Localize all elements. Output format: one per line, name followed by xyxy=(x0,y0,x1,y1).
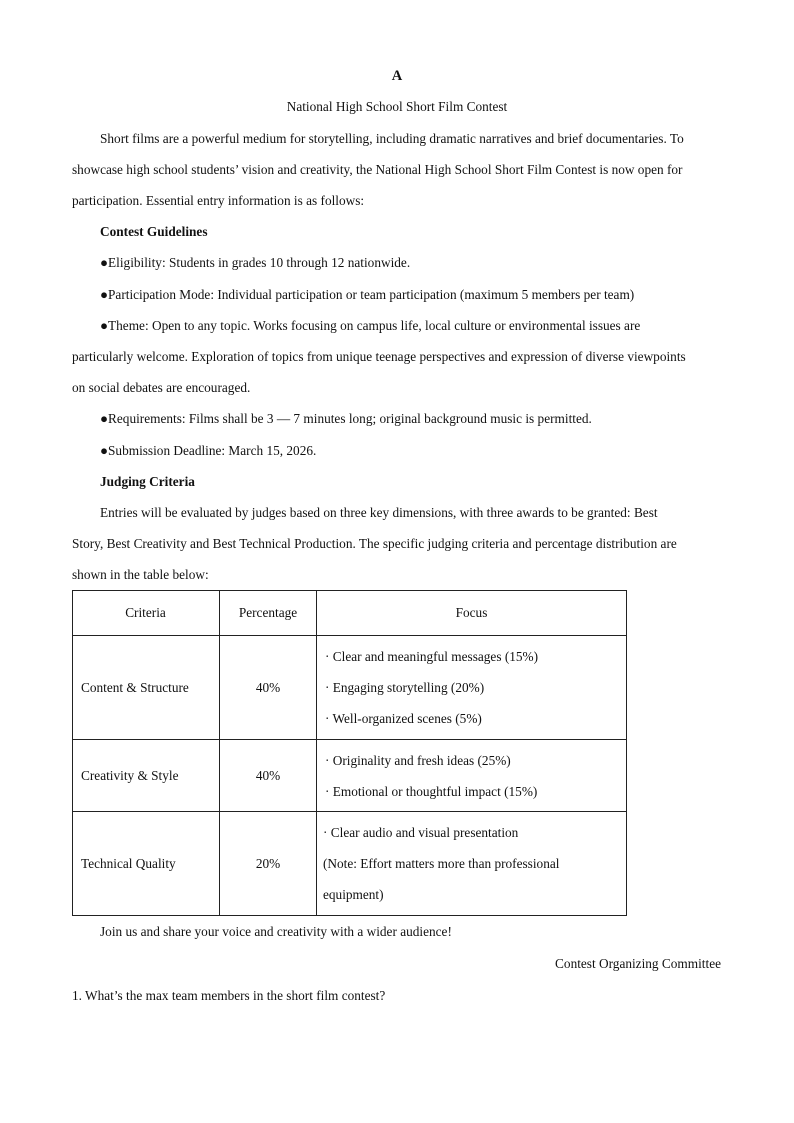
judging-line-3: shown in the table below: xyxy=(72,567,209,582)
focus-note: equipment) xyxy=(323,887,384,902)
participation-item: ●Participation Mode: Individual participation or team participation (maximum 5 members per team) xyxy=(100,287,635,302)
focus-cell xyxy=(317,812,627,916)
document-title: National High School Short Film Contest xyxy=(286,99,508,114)
table-header-row xyxy=(73,591,627,636)
criteria-cell: Technical Quality xyxy=(73,812,220,916)
focus-item: · Engaging storytelling (20%) xyxy=(325,680,485,695)
header-percentage: Percentage xyxy=(220,591,317,636)
table-row xyxy=(73,812,627,916)
theme-line-3: on social debates are encouraged. xyxy=(72,380,251,395)
theme-line-2: particularly welcome. Exploration of topics from unique teenage perspectives and expression of diverse viewpoints xyxy=(72,349,686,364)
judging-line-1: Entries will be evaluated by judges based on three key dimensions, with three awards to be granted: Best xyxy=(100,505,658,520)
criteria-cell: Content & Structure xyxy=(73,636,220,740)
focus-item: · Originality and fresh ideas (25%) xyxy=(325,752,511,768)
header-focus: Focus xyxy=(317,591,627,636)
signature: Contest Organizing Committee xyxy=(555,956,721,971)
judging-criteria-table xyxy=(72,590,627,916)
focus-item: · Well-organized scenes (5%) xyxy=(325,711,482,726)
theme-line-1: ●Theme: Open to any topic. Works focusing on campus life, local culture or environmental issues are xyxy=(100,318,641,333)
intro-line-2: showcase high school students’ vision and creativity, the National High School Short Film Contest is now open for xyxy=(72,162,683,177)
percentage-cell: 20% xyxy=(220,812,317,916)
focus-item: · Clear and meaningful messages (15%) xyxy=(325,649,539,664)
question-1: 1. What’s the max team members in the short film contest? xyxy=(72,988,386,1003)
percentage-cell: 40% xyxy=(220,636,317,740)
focus-cell xyxy=(317,636,627,740)
table-row xyxy=(73,740,627,812)
focus-note: (Note: Effort matters more than professional xyxy=(323,856,560,871)
section-letter: A xyxy=(391,68,403,84)
header-criteria: Criteria xyxy=(73,591,220,636)
percentage-cell: 40% xyxy=(220,740,317,812)
intro-line-3: participation. Essential entry information is as follows: xyxy=(72,193,365,208)
intro-line-1: Short films are a powerful medium for storytelling, including dramatic narratives and brief documentaries. To xyxy=(100,131,684,146)
deadline-item: ●Submission Deadline: March 15, 2026. xyxy=(100,443,317,458)
eligibility-item: ●Eligibility: Students in grades 10 through 12 nationwide. xyxy=(100,255,411,270)
judging-heading: Judging Criteria xyxy=(100,474,195,489)
focus-cell xyxy=(317,740,627,812)
focus-item: · Clear audio and visual presentation xyxy=(323,825,519,840)
focus-item: · Emotional or thoughtful impact (15%) xyxy=(325,783,538,799)
table-row xyxy=(73,636,627,740)
judging-line-2: Story, Best Creativity and Best Technical Production. The specific judging criteria and percentage distribution are xyxy=(72,536,677,551)
criteria-cell: Creativity & Style xyxy=(73,740,220,812)
closing-line: Join us and share your voice and creativity with a wider audience! xyxy=(100,924,452,939)
guidelines-heading: Contest Guidelines xyxy=(100,224,208,239)
requirements-item: ●Requirements: Films shall be 3 — 7 minutes long; original background music is permitted. xyxy=(100,411,592,426)
